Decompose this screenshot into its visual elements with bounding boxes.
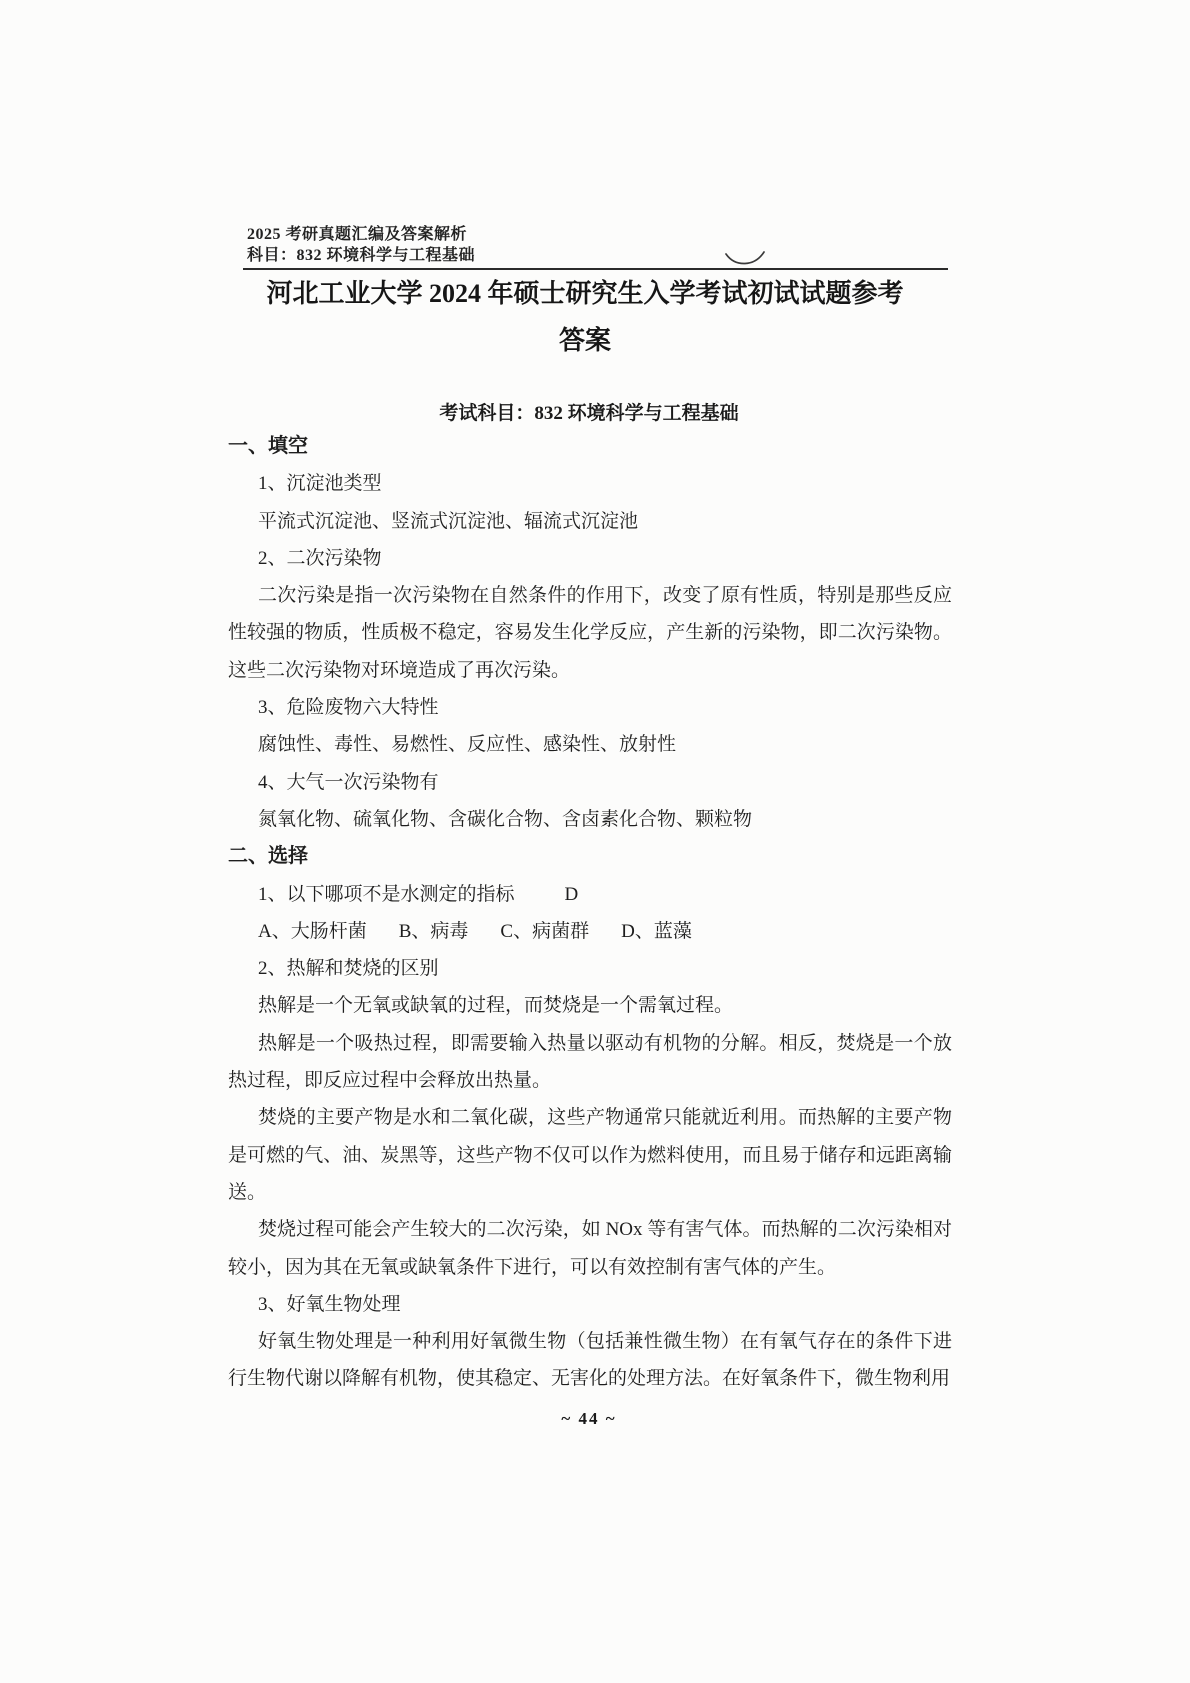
s2-q1-option-b: B、病毒 <box>398 920 469 942</box>
s2-q2-paragraph-2: 热解是一个吸热过程，即需要输入热量以驱动有机物的分解。相反，焚烧是一个放热过程，即反应过程中会释放出热量。 <box>228 1032 952 1092</box>
s1-q2-label: 2、二次污染物 <box>258 547 382 569</box>
s1-q1-answer: 平流式沉淀池、竖流式沉淀池、辐流式沉淀池 <box>258 510 639 532</box>
s2-q3-paragraph-1: 好氧生物处理是一种利用好氧微生物（包括兼性微生物）在有氧气存在的条件下进行生物代谢以降解有机物，使其稳定、无害化的处理方法。在好氧条件下，微生物利用 <box>228 1331 952 1390</box>
s2-q1-line <box>228 876 952 913</box>
exam-subject: 考试科目：832 环境科学与工程基础 <box>439 403 739 424</box>
booklet-header-line2: 科目：832 环境科学与工程基础 <box>247 247 476 264</box>
s1-q2-answer: 二次污染是指一次污染物在自然条件的作用下，改变了原有性质，特别是那些反应性较强的物质，性质极不稳定，容易发生化学反应，产生新的污染物，即二次污染物。这些二次污染物对环境造成了再次污染。 <box>228 585 952 681</box>
section1-heading: 一、填空 <box>228 435 308 457</box>
s2-q2-paragraph-3: 焚烧的主要产物是水和二氧化碳，这些产物通常只能就近利用。而热解的主要产物是可燃的气、油、炭黑等，这些产物不仅可以作为燃料使用，而且易于储存和远距离输送。 <box>228 1107 952 1203</box>
s2-q1-option-c: C、病菌群 <box>500 920 590 942</box>
header-divider <box>243 268 948 270</box>
s2-q2-paragraph-1: 热解是一个无氧或缺氧的过程，而焚烧是一个需氧过程。 <box>258 995 734 1017</box>
s1-q3-label: 3、危险废物六大特性 <box>258 697 439 719</box>
s2-q1-option-a: A、大肠杆菌 <box>258 920 367 942</box>
s1-q1-label: 1、沉淀池类型 <box>258 473 382 495</box>
s2-q3-label: 3、好氧生物处理 <box>258 1293 401 1315</box>
pen-stroke-icon <box>722 248 768 268</box>
s2-q2-paragraph-4: 焚烧过程可能会产生较大的二次污染，如 NOx 等有害气体。而热解的二次污染相对较小，因为其在无氧或缺氧条件下进行，可以有效控制有害气体的产生。 <box>228 1219 952 1278</box>
booklet-header-line1: 2025 考研真题汇编及答案解析 <box>247 226 468 243</box>
s2-q1-options <box>228 913 952 950</box>
s1-q3-answer: 腐蚀性、毒性、易燃性、反应性、感染性、放射性 <box>258 734 677 756</box>
s2-q1-label: 1、以下哪项不是水测定的指标 <box>258 883 515 905</box>
booklet-header <box>247 224 475 266</box>
s1-q4-label: 4、大气一次污染物有 <box>258 771 439 793</box>
s1-q4-answer: 氮氧化物、硫氧化物、含碳化合物、含卤素化合物、颗粒物 <box>258 808 753 830</box>
s2-q1-answer: D <box>564 883 579 905</box>
section2-heading: 二、选择 <box>228 845 308 868</box>
page-number: ~ 44 ~ <box>561 1409 617 1428</box>
page-title-line1: 河北工业大学 2024 年硕士研究生入学考试初试试题参考 <box>266 279 904 308</box>
document-body <box>228 428 952 1398</box>
s2-q2-label: 2、热解和焚烧的区别 <box>258 958 439 980</box>
page-title-line2: 答案 <box>558 326 611 355</box>
page-title <box>220 277 950 358</box>
s2-q1-option-d: D、蓝藻 <box>621 920 692 942</box>
